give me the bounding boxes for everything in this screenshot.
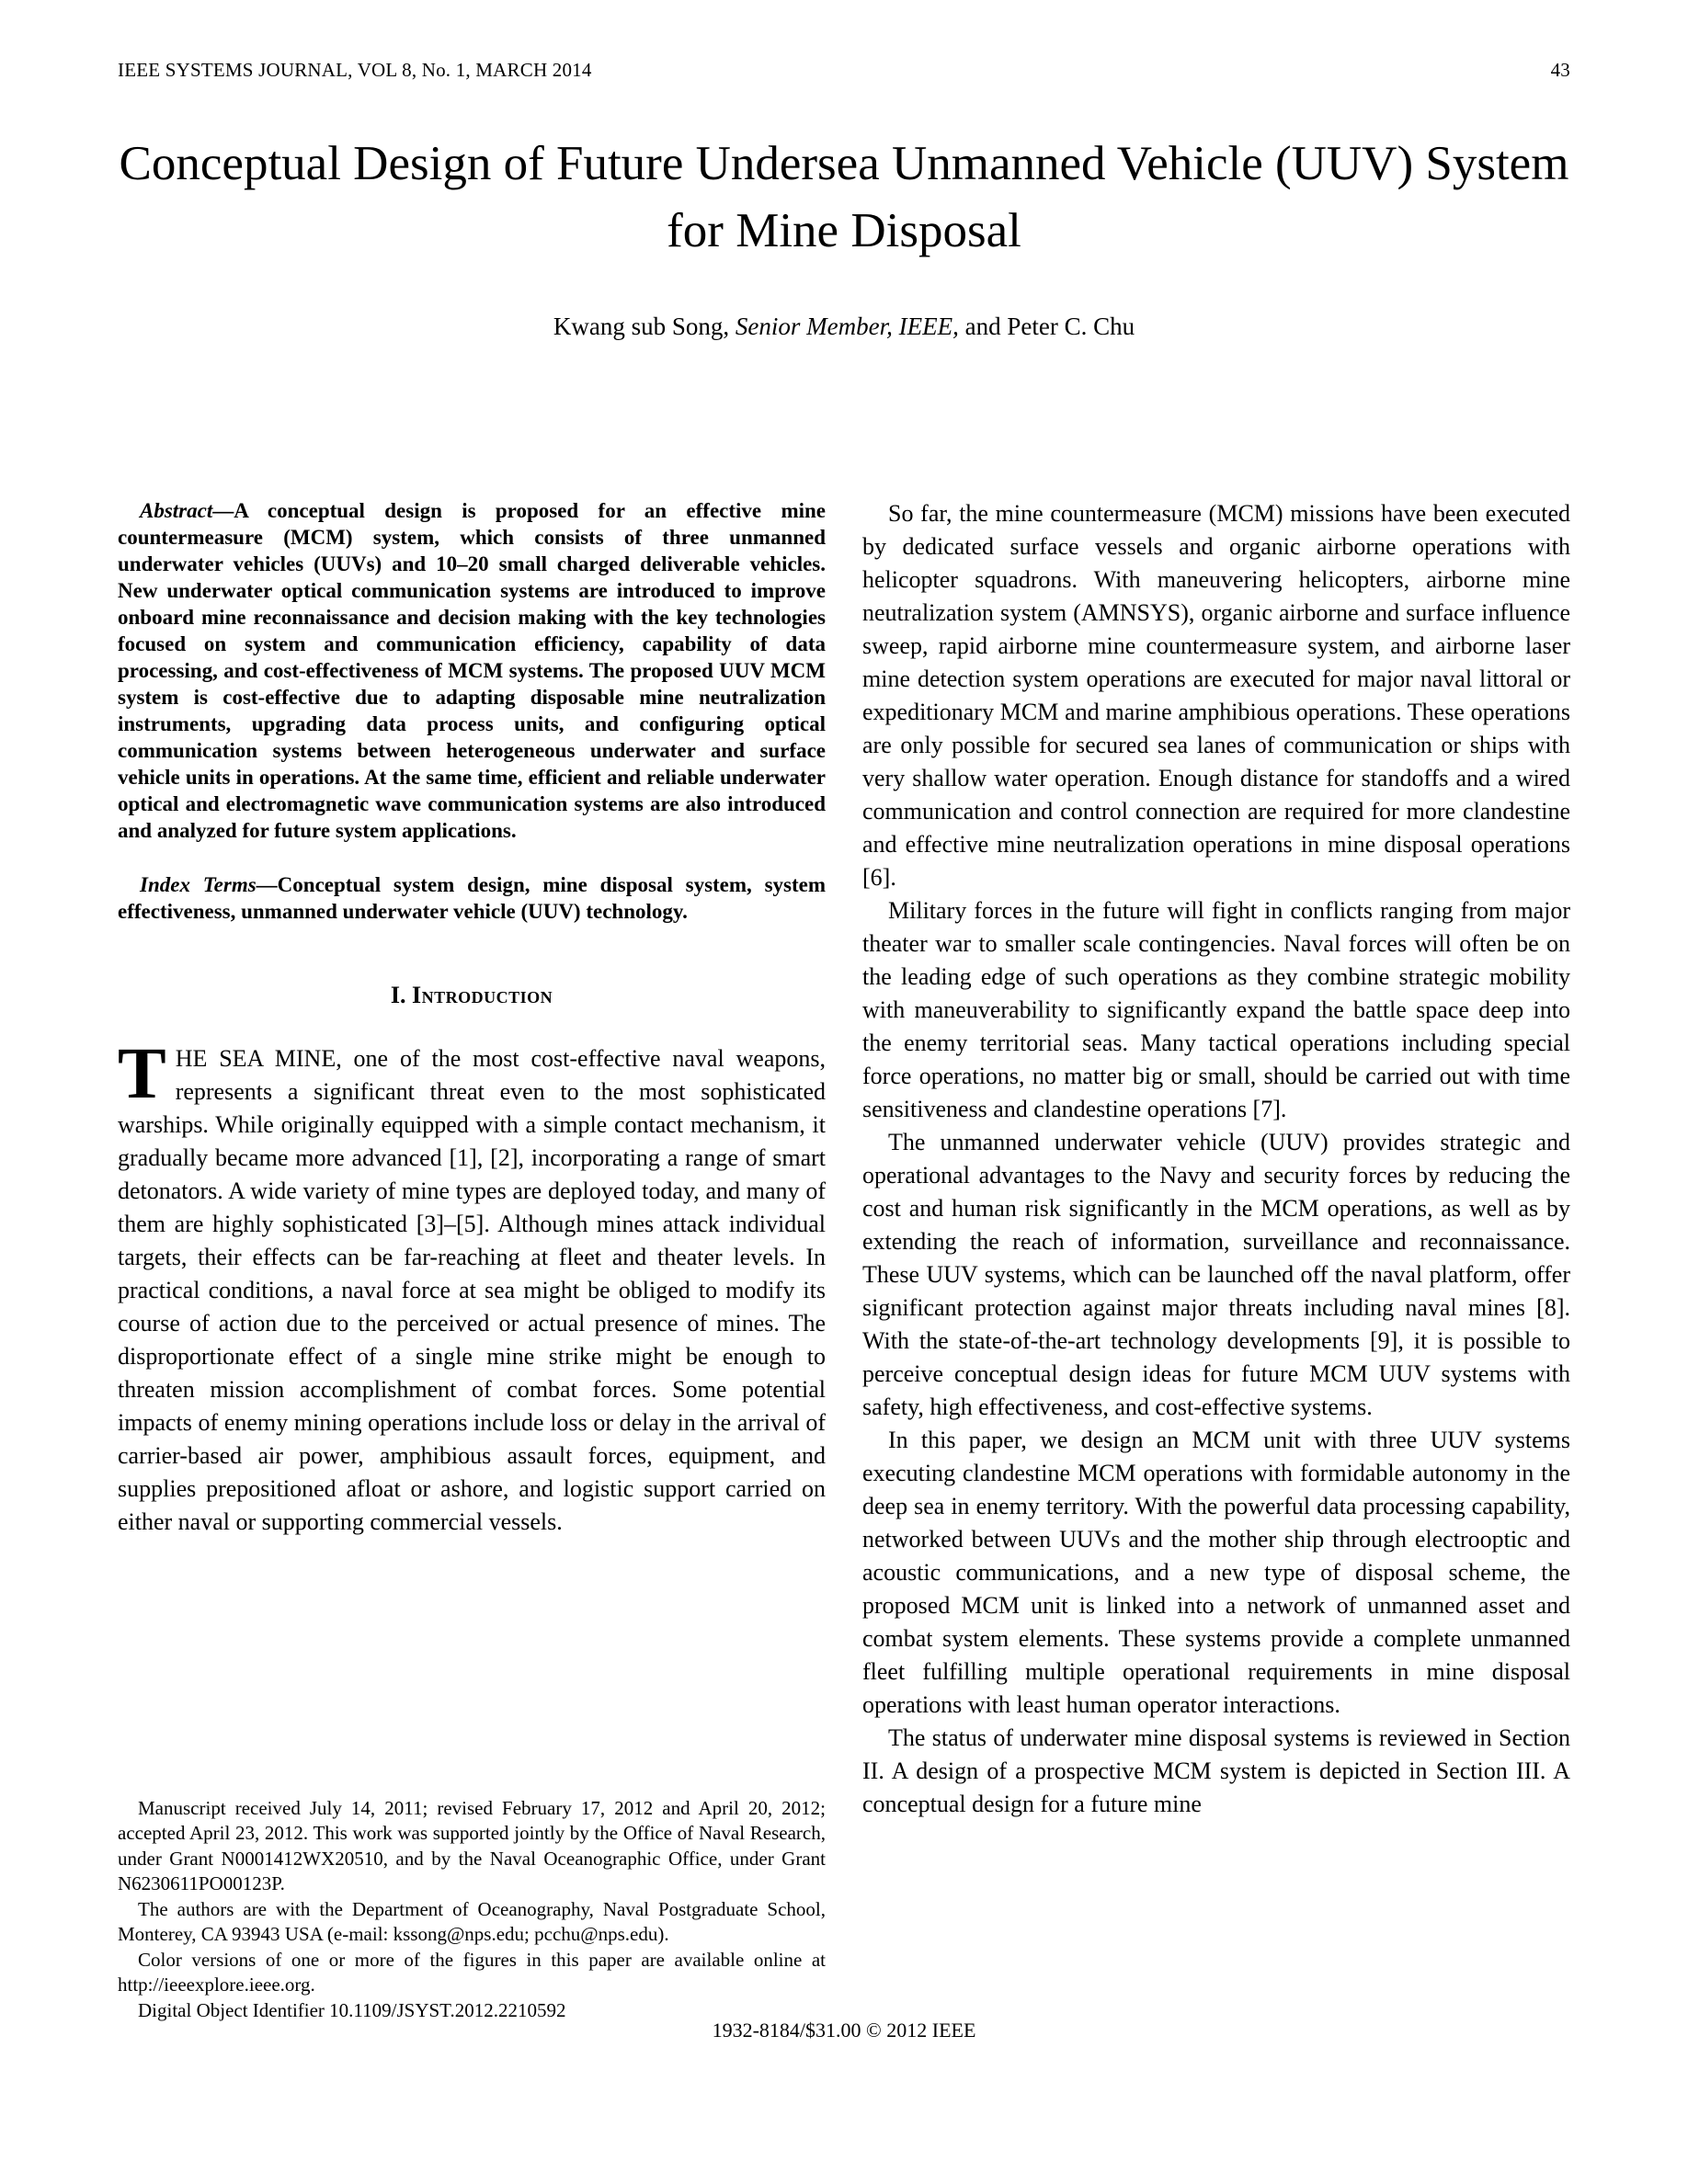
running-header [118, 59, 1570, 82]
intro-paragraph-text: HE SEA MINE, one of the most cost-effective naval weapons, represents a significant threat even to the most sophisticated warships. While originally equipped with a simple contact mechanism, it gradually became more advanced [1], [2], incorporating a range of smart detonators. A wide variety of mine types are deployed today, and many of them are highly sophisticated [3]–[5]. Although mines attack individual targets, their effects can be far-reaching at fleet and theater levels. In practical conditions, a naval force at sea might be obliged to modify its course of action due to the perceived or actual presence of mines. The disproportionate effect of a single mine strike might be enough to threaten mission accomplishment of combat forces. Some potential impacts of enemy mining operations include loss or delay in the arrival of carrier-based air power, amphibious assault forces, equipment, and supplies prepositioned afloat or ashore, and logistic support carried on either naval or supporting commercial vessels. [118, 1045, 826, 1535]
index-terms-label: Index Terms [140, 873, 257, 896]
abstract-text: —A conceptual design is proposed for an effective mine countermeasure (MCM) system, which consists of three unmanned underwater vehicles (UUVs) and 10–20 small charged deliverable vehicles. New underwater optical communication systems are introduced to improve onboard mine reconnaissance and decision making with the key technologies focused on system and communication efficiency, capability of data processing, and cost-effectiveness of MCM systems. The proposed UUV MCM system is cost-effective due to adapting disposable mine neutralization instruments, upgrading data process units, and configuring optical communication systems between heterogeneous underwater and surface vehicle units in operations. At the same time, efficient and reliable underwater optical and electromagnetic wave communication systems are also introduced and analyzed for future system applications. [118, 499, 826, 842]
two-column-body [118, 497, 1570, 2023]
index-terms-paragraph [118, 871, 826, 925]
body-paragraph: The unmanned underwater vehicle (UUV) provides strategic and operational advantages to the Navy and security forces by reducing the cost and human risk significantly in the MCM operations, as well as by extending the reach of information, surveillance and reconnaissance. These UUV systems, which can be launched off the naval platform, offer significant protection against major threats including naval mines [8]. With the state-of-the-art technology developments [9], it is possible to perceive conceptual design ideas for future MCM UUV systems with safety, high effectiveness, and cost-effective systems. [862, 1129, 1570, 1420]
first-page-footnotes [118, 1796, 826, 2024]
author-affiliation-italic: Senior Member, IEEE, [735, 313, 959, 340]
author-line [118, 313, 1570, 341]
section-number: I. [390, 982, 412, 1008]
body-paragraph: In this paper, we design an MCM unit with three UUV systems executing clandestine MCM operations with formidable autonomy in the deep sea in enemy territory. With the powerful data processing capability, networked between UUVs and the mother ship through electrooptic and acoustic communications, and a new type of disposal scheme, the proposed MCM unit is linked into a network of unmanned asset and combat system elements. These systems provide a complete unmanned fleet fulfilling multiple operational requirements in mine disposal operations with least human operator interactions. [862, 1427, 1570, 1718]
paper-title: Conceptual Design of Future Undersea Unmanned Vehicle (UUV) System for Mine Disposal [119, 137, 1569, 257]
left-column [118, 497, 826, 2023]
author-names-pre: Kwang sub Song, [553, 313, 736, 340]
footnote-color-versions: Color versions of one or more of the figures in this paper are available online at http://ieeexplore.ieee.org. [118, 1948, 826, 1996]
abstract-paragraph [118, 497, 826, 844]
body-paragraph: The status of underwater mine disposal systems is reviewed in Section II. A design of a prospective MCM system is depicted in Section III. A conceptual design for a future mine [862, 1724, 1570, 1817]
author-names-post: and Peter C. Chu [958, 313, 1135, 340]
right-column [862, 497, 1570, 2023]
page-number: 43 [1550, 59, 1570, 81]
body-paragraph: So far, the mine countermeasure (MCM) missions have been executed by dedicated surface vessels and organic airborne operations with helicopter squadrons. With maneuvering helicopters, airborne mine neutralization system (AMNSYS), organic airborne and surface influence sweep, rapid airborne mine countermeasure system, and airborne laser mine detection system operations are executed for major naval littoral or expeditionary MCM and marine amphibious operations. These operations are only possible for secured sea lanes of communication or ships with very shallow water operation. Enough distance for standoffs and a wired communication and control connection are required for more clandestine and effective mine neutralization operations in mine disposal operations [6]. [862, 500, 1570, 891]
abstract-label: Abstract [140, 499, 213, 522]
footnote-affiliation: The authors are with the Department of Oceanography, Naval Postgraduate School, Monterey, CA 93943 USA (e-mail: kssong@nps.edu; pcchu@nps.edu). [118, 1897, 826, 1945]
footnote-manuscript: Manuscript received July 14, 2011; revised February 17, 2012 and April 20, 2012; accepted April 23, 2012. This work was supported jointly by the Office of Naval Research, under Grant N0001412WX20510, and by the Naval Oceanographic Office, under Grant N6230611PO00123P. [118, 1796, 826, 1894]
body-paragraph: Military forces in the future will fight in conflicts ranging from major theater war to smaller scale contingencies. Naval forces will often be on the leading edge of such operations as they combine strategic mobility with maneuverability to significantly expand the battle space deep into the enemy territorial seas. Many tactical operations including special force operations, no matter big or small, should be carried out with time sensitiveness and clandestine operations [7]. [862, 897, 1570, 1122]
copyright-footer: 1932-8184/$31.00 © 2012 IEEE [712, 2019, 976, 2042]
intro-paragraph [118, 1034, 826, 1539]
section-heading-introduction [118, 982, 826, 1009]
footnote-doi: Digital Object Identifier 10.1109/JSYST.2012.2210592 [138, 1998, 566, 2021]
drop-cap: T [118, 1034, 166, 1114]
journal-title: IEEE SYSTEMS JOURNAL, VOL 8, No. 1, MARCH 2014 [118, 59, 592, 81]
section-title: Introduction [411, 982, 553, 1008]
index-terms-text: —Conceptual system design, mine disposal system, system effectiveness, unmanned underwater vehicle (UUV) technology. [118, 873, 827, 923]
